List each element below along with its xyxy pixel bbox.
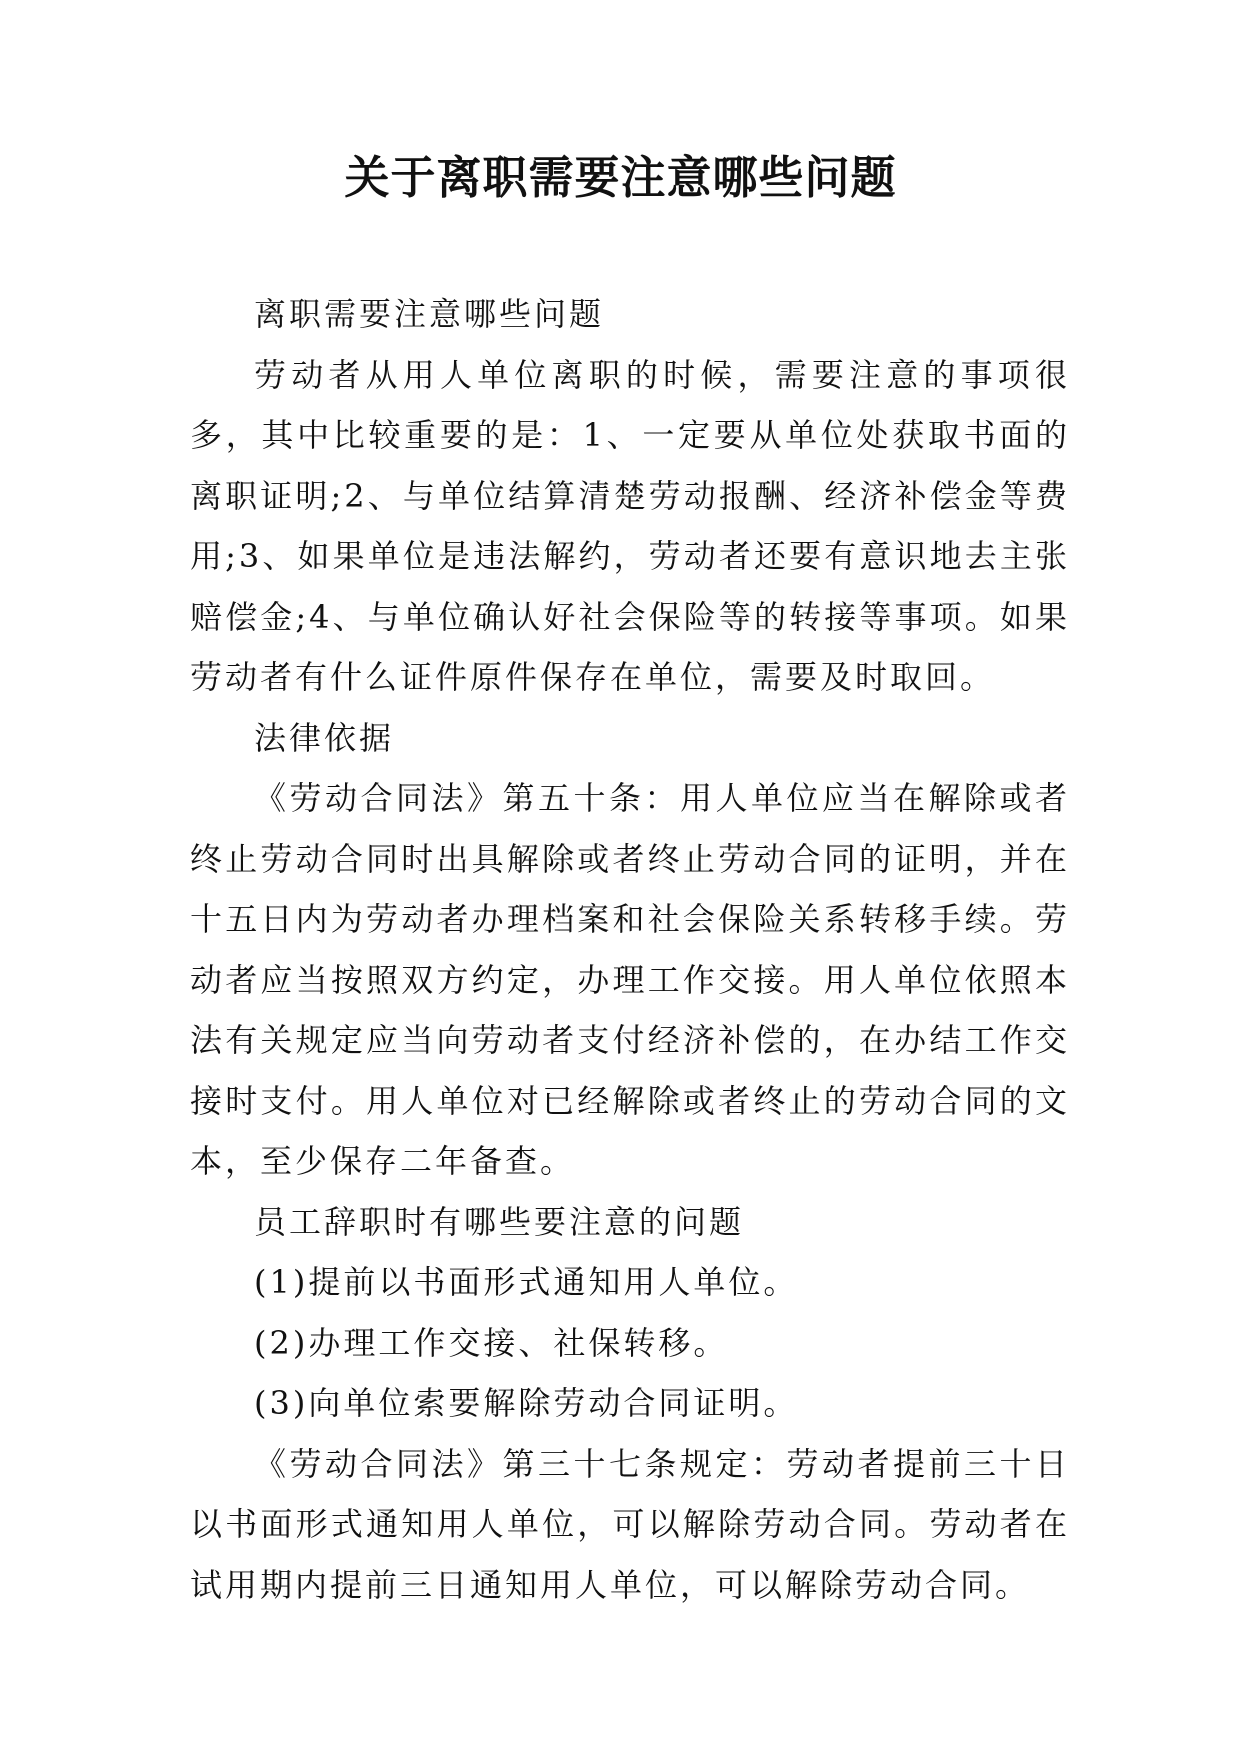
document-title: 关于离职需要注意哪些问题	[344, 151, 897, 204]
section-heading-legal-basis: 法律依据	[254, 718, 395, 757]
paragraph-resignation-notes: 劳动者从用人单位离职的时候，需要注意的事项很多，其中比较重要的是：1、一定要从单位处获取书面的离职证明;2、与单位结算清楚劳动报酬、经济补偿金等费用;3、如果单位是违法解约，劳动者还要有意识地去主张赔偿金;4、与单位确认好社会保险等的转接等事项。如果劳动者有什么证件原件保存在单位，需要及时取回。	[190, 355, 1070, 696]
list-item-3: (3)向单位索要解除劳动合同证明。	[254, 1384, 799, 1422]
list-item-2: (2)办理工作交接、社保转移。	[254, 1323, 729, 1362]
document-body	[190, 284, 1070, 1615]
list-item-1: (1)提前以书面形式通知用人单位。	[254, 1263, 799, 1301]
section-heading-employee-resignation: 员工辞职时有哪些要注意的问题	[254, 1202, 745, 1241]
section-heading-resignation: 离职需要注意哪些问题	[254, 295, 605, 333]
paragraph-article-50: 《劳动合同法》第五十条：用人单位应当在解除或者终止劳动合同时出具解除或者终止劳动合同的证明，并在十五日内为劳动者办理档案和社会保险关系转移手续。劳动者应当按照双方约定，办理工作交接。用人单位依照本法有关规定应当向劳动者支付经济补偿的，在办结工作交接时支付。用人单位对已经解除或者终止的劳动合同的文本，至少保存二年备查。	[190, 779, 1070, 1180]
paragraph-article-37: 《劳动合同法》第三十七条规定：劳动者提前三十日以书面形式通知用人单位，可以解除劳动合同。劳动者在试用期内提前三日通知用人单位，可以解除劳动合同。	[190, 1444, 1070, 1604]
